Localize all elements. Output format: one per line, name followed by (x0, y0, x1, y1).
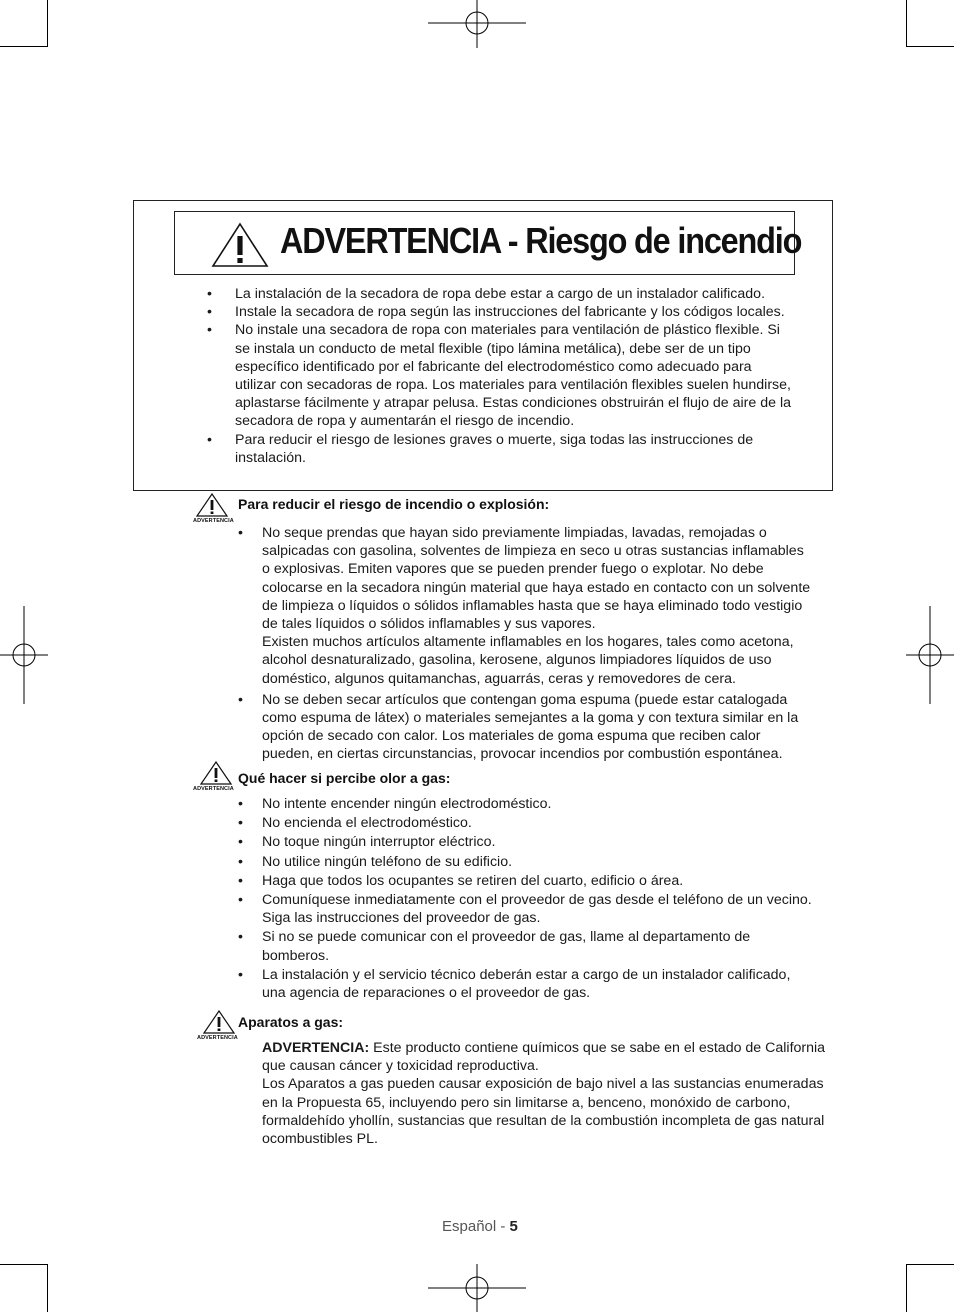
warning-triangle-icon (211, 222, 269, 268)
section-heading: Qué hacer si percibe olor a gas: (238, 770, 451, 786)
warning-triangle-icon (203, 1010, 235, 1034)
list-item: • Para reducir el riesgo de lesiones graves o muerte, siga todas las instrucciones de instalación. (207, 431, 754, 466)
bullet: • (238, 872, 243, 889)
list-item: • No se deben secar artículos que contengan goma espuma (puede estar catalogada como espuma de látex) o materiales semejantes a la goma y con textura similar en la opción de secado con calor. Los materiales de goma espuma que reciben calor pueden, en ciertas circunstancias, provocar incendios por combustión espontánea. (238, 691, 799, 763)
bullet: • (207, 431, 212, 448)
list-item: • Comuníquese inmediatamente con el proveedor de gas desde el teléfono de un vecino. Siga las instrucciones del proveedor de gas. (238, 892, 812, 927)
bullet: • (238, 853, 243, 870)
section-heading: Para reducir el riesgo de incendio o explosión: (238, 496, 550, 512)
warning-title-box (174, 211, 802, 275)
list-item: • No toque ningún interruptor eléctrico. (238, 834, 496, 851)
list-item: • No utilice ningún teléfono de su edificio. (238, 853, 513, 870)
crop-mark (906, 46, 954, 47)
advertencia-label: ADVERTENCIA (193, 786, 234, 792)
fire-warning-box (133, 200, 833, 491)
bullet: • (238, 892, 243, 909)
registration-mark-bottom (428, 1264, 526, 1312)
list-item: • No intente encender ningún electrodoméstico. (238, 796, 552, 812)
bullet: • (238, 796, 243, 812)
crop-mark (47, 0, 48, 47)
bullet: • (238, 691, 243, 708)
warning-triangle-icon (196, 493, 228, 517)
section-bullet-list (238, 524, 813, 764)
warning-lead: ADVERTENCIA: (262, 1040, 370, 1056)
section-heading: Aparatos a gas: (238, 1014, 344, 1030)
bullet: • (207, 322, 212, 339)
list-item: • No encienda el electrodoméstico. (238, 815, 472, 832)
page-number: 5 (509, 1218, 518, 1235)
list-item: • La instalación de la secadora de ropa debe estar a cargo de un instalador calificado. (207, 286, 766, 302)
registration-mark-top (428, 0, 526, 48)
page-footer (442, 1218, 518, 1235)
list-item: • Si no se puede comunicar con el proveedor de gas, llame al departamento de bomberos. (238, 929, 751, 964)
list-item: • Haga que todos los ocupantes se retiren del cuarto, edificio o área. (238, 872, 684, 889)
advertencia-label: ADVERTENCIA (197, 1035, 238, 1041)
warning-title: ADVERTENCIA - Riesgo de incendio (280, 220, 802, 261)
bullet: • (207, 304, 212, 321)
advertencia-label: ADVERTENCIA (193, 518, 234, 524)
crop-mark (906, 0, 907, 47)
list-item: • Instale la secadora de ropa según las instrucciones del fabricante y los códigos locales. (207, 304, 785, 321)
crop-mark (906, 1264, 954, 1265)
list-item: • No instale una secadora de ropa con materiales para ventilación de plástico flexible. Si se instala un conducto de metal flexible (tipo lámina metálica), debe ser de un tipo específico identificado por el fabricante del electrodoméstico como adecuado para utilizar con secadoras de ropa. Los materiales para ventilación flexibles suelen hundirse, aplastarse fácilmente y atrapar pelusa. Estas condiciones obstruirán el flujo de aire de la secadora de ropa y aumentarán el riesgo de incendio. (207, 322, 791, 430)
crop-mark (0, 46, 48, 47)
footer-language: Español - (442, 1218, 510, 1235)
warning-triangle-icon (200, 761, 232, 785)
crop-mark (0, 1264, 48, 1265)
bullet: • (238, 929, 243, 946)
list-item: • La instalación y el servicio técnico deberán estar a cargo de un instalador calificado, una agencia de reparaciones o el proveedor de gas. (238, 966, 791, 1002)
registration-mark-left (0, 606, 48, 704)
bullet: • (238, 834, 243, 851)
prop65-warning: ADVERTENCIA: Este producto contiene químicos que se sabe en el estado de California que causan cáncer y toxicidad reproductiva. Los Aparatos a gas pueden causar exposición de bajo nivel a las sustancias enumeradas en la Propuesta 65, incluyendo pero sin limitarse a, benceno, monóxido de carbono, formaldehído yhollín, sustancias que resultan de la combustión incompleta de gas natural ocombustibles PL. (262, 1040, 826, 1148)
crop-mark (906, 1264, 907, 1312)
main-bullet-list (207, 285, 792, 467)
crop-mark (47, 1264, 48, 1312)
registration-mark-right (906, 606, 954, 704)
bullet: • (238, 525, 243, 541)
list-item: • No seque prendas que hayan sido previamente limpiadas, lavadas, remojadas o salpicadas con gasolina, solventes de limpieza en seco u otras sustancias inflamables o explosivas. Emiten vapores que se pueden prender fuego o explotar. No debe colocarse en la secadora ningún material que haya estado en contacto con un solvente de limpieza o líquidos o sólidos inflamables hasta que se haya eliminado todo vestigio de tales líquidos o sólidos inflamables y sus vapores. Existen muchos artículos altamente inflamables en los hogares, tales como acetona, alcohol desnaturalizado, gasolina, kerosene, algunos limpiadores líquidos de uso doméstico, algunos quitamanchas, aguarrás, ceras y removedores de cera. (238, 525, 811, 687)
bullet: • (238, 966, 243, 983)
bullet: • (207, 286, 212, 302)
section-bullet-list (238, 795, 813, 1002)
bullet: • (238, 815, 243, 832)
